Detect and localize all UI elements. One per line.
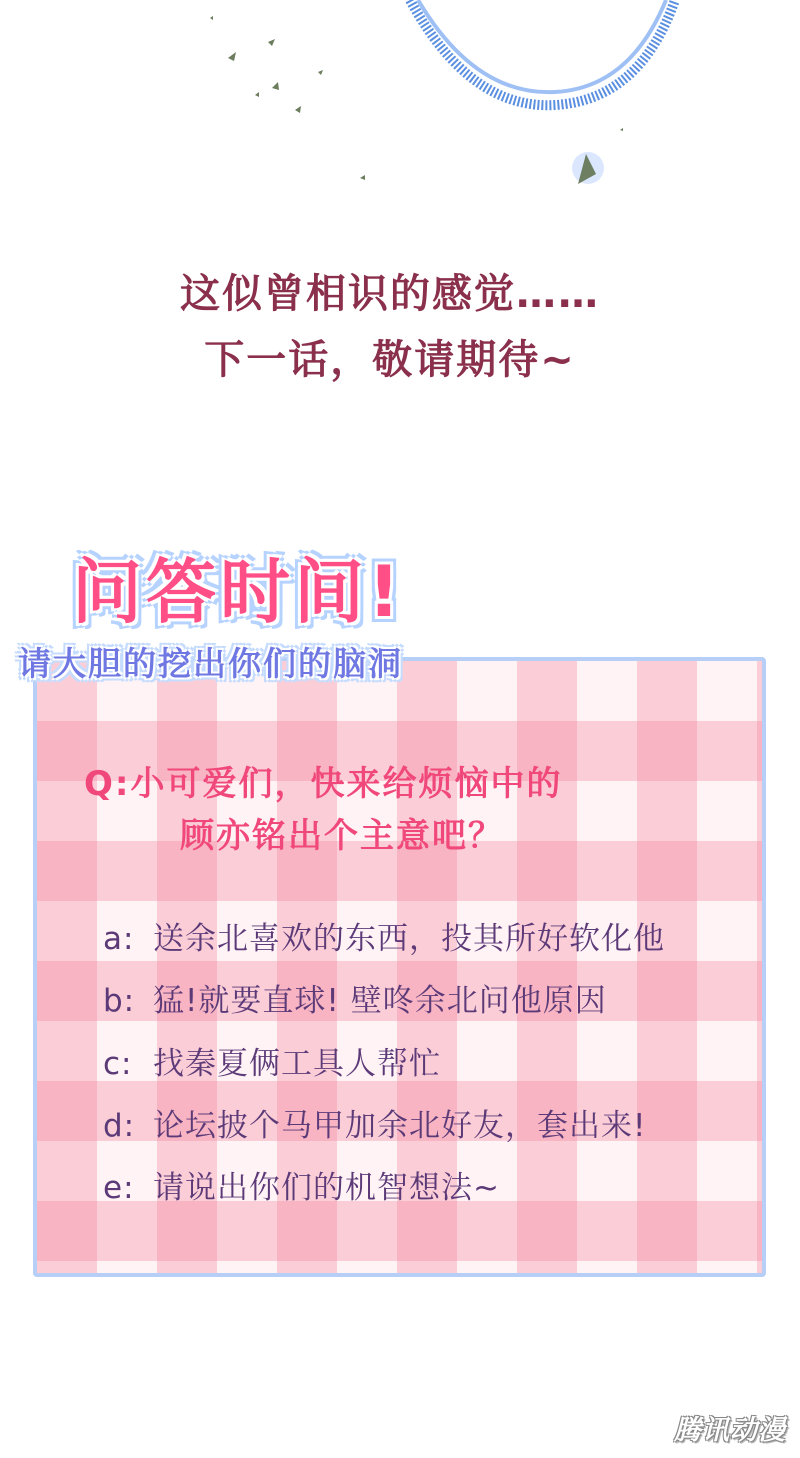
option-b bbox=[103, 975, 607, 1020]
option-key: d: bbox=[103, 1108, 136, 1144]
option-key: e: bbox=[103, 1170, 135, 1206]
option-key: b: bbox=[103, 983, 136, 1019]
next-chapter-teaser-line2: 下一话，敬请期待~ bbox=[204, 337, 576, 383]
blue-spiky-ring-icon bbox=[410, 0, 675, 105]
option-a bbox=[103, 913, 665, 958]
option-text: 论坛披个马甲加余北好友，套出来! bbox=[153, 1108, 647, 1144]
option-text: 猛!就要直球! 壁咚余北问他原因 bbox=[153, 983, 607, 1019]
option-key: c: bbox=[103, 1046, 133, 1082]
qa-subtitle: 请大胆的挖出你们的脑洞 bbox=[18, 644, 403, 683]
qa-title: 问答时间! bbox=[72, 551, 404, 633]
option-d bbox=[103, 1100, 646, 1145]
option-key: a: bbox=[103, 921, 135, 957]
question-line1: Q:小可爱们，快来给烦恼中的 bbox=[84, 764, 563, 804]
glowing-leaf-icon bbox=[572, 152, 604, 184]
option-text: 送余北喜欢的东西，投其所好软化他 bbox=[153, 921, 665, 957]
option-text: 请说出你们的机智想法~ bbox=[153, 1170, 500, 1206]
next-chapter-teaser-line1: 这似曾相识的感觉…… bbox=[180, 271, 600, 317]
decorative-scene bbox=[0, 0, 800, 240]
option-c bbox=[103, 1038, 441, 1083]
option-e bbox=[103, 1162, 500, 1207]
leaf-icon bbox=[210, 16, 623, 180]
option-text: 找秦夏俩工具人帮忙 bbox=[153, 1046, 441, 1082]
question-line2: 顾亦铭出个主意吧？ bbox=[180, 816, 504, 856]
watermark-logo: 腾讯动漫 bbox=[674, 1415, 786, 1446]
